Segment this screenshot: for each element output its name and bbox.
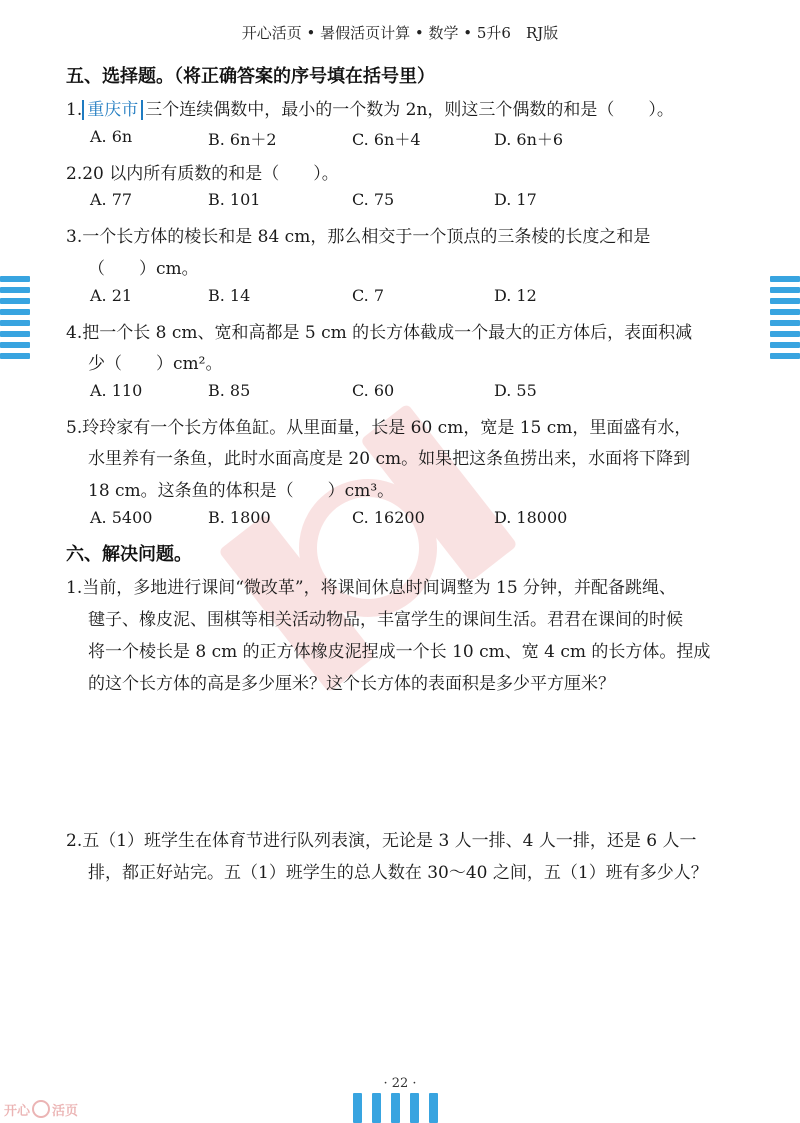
q4-option-b: B. 85 [208, 381, 251, 400]
right-decoration-bars [770, 276, 800, 364]
question-3: 3.一个长方体的棱长和是 84 cm，那么相交于一个顶点的三条棱的长度之和是 [66, 227, 651, 247]
q2-option-c: C. 75 [352, 190, 395, 209]
q5-option-c: C. 16200 [352, 508, 425, 527]
q4-option-d: D. 55 [494, 381, 537, 400]
q3-option-a: A. 21 [90, 286, 133, 305]
q3-option-b: B. 14 [208, 286, 251, 305]
page-header: 开心活页 • 暑假活页计算 • 数学 • 5升6 RJ版 [241, 24, 559, 42]
question-5-cont2: 18 cm。这条鱼的体积是（ ）cm³。 [88, 481, 395, 501]
section6-title: 六、解决问题。 [66, 544, 192, 565]
q2-option-b: B. 101 [208, 190, 261, 209]
q4-option-a: A. 110 [90, 381, 143, 400]
q3-option-c: C. 7 [352, 286, 385, 305]
problem-1-line1: 1.当前，多地进行课间“微改革”，将课间休息时间调整为 15 分钟，并配备跳绳、 [66, 578, 677, 598]
q2-option-a: A. 77 [90, 190, 133, 209]
question-4-cont: 少（ ）cm²。 [88, 354, 223, 374]
left-decoration-bars [0, 276, 30, 364]
q2-option-d: D. 17 [494, 190, 537, 209]
q5-option-b: B. 1800 [208, 508, 271, 527]
q5-option-d: D. 18000 [494, 508, 568, 527]
q4-option-c: C. 60 [352, 381, 395, 400]
logo-circle-icon [32, 1100, 50, 1118]
q1-option-b: B. 6n＋2 [208, 130, 277, 149]
section5-title: 五、选择题。（将正确答案的序号填在括号里） [66, 66, 435, 87]
question-3-cont: （ ）cm。 [88, 259, 199, 279]
problem-1-line4: 的这个长方体的高是多少厘米？这个长方体的表面积是多少平方厘米？ [88, 674, 615, 694]
q5-option-a: A. 5400 [90, 508, 153, 527]
q1-option-d: D. 6n＋6 [494, 130, 564, 149]
q3-option-d: D. 12 [494, 286, 537, 305]
question-5: 5.玲玲家有一个长方体鱼缸。从里面量，长是 60 cm，宽是 15 cm，里面盛有水， [66, 418, 692, 438]
question-5-cont: 水里养有一条鱼，此时水面高度是 20 cm。如果把这条鱼捞出来，水面将下降到 [88, 449, 691, 469]
problem-2-line2: 排，都正好站完。五（1）班学生的总人数在 30～40 之间，五（1）班有多少人？ [88, 863, 708, 883]
brand-logo: 开心 活页 [4, 1098, 100, 1120]
q1-option-a: A. 6n [90, 127, 133, 146]
question-4: 4.把一个长 8 cm、宽和高都是 5 cm 的长方体截成一个最大的正方体后，表面积减 [66, 323, 693, 343]
q1-option-c: C. 6n＋4 [352, 130, 421, 149]
bottom-decoration-bars [353, 1093, 438, 1123]
problem-1-line2: 毽子、橡皮泥、围棋等相关活动物品，丰富学生的课间生活。君君在课间的时候 [88, 610, 683, 630]
page-number: · 22 · [383, 1076, 417, 1091]
problem-1-line3: 将一个棱长是 8 cm 的正方体橡皮泥捏成一个长 10 cm、宽 4 cm 的长方体。捏成 [88, 642, 711, 662]
problem-2-line1: 2.五（1）班学生在体育节进行队列表演，无论是 3 人一排、4 人一排，还是 6 人一 [66, 831, 697, 851]
region-tag: 重庆市 [82, 100, 143, 120]
question-1: 1. 重庆市 三个连续偶数中，最小的一个数为 2n，则这三个偶数的和是（ ）。 [66, 100, 674, 120]
question-2: 2.20 以内所有质数的和是（ ）。 [66, 164, 339, 184]
